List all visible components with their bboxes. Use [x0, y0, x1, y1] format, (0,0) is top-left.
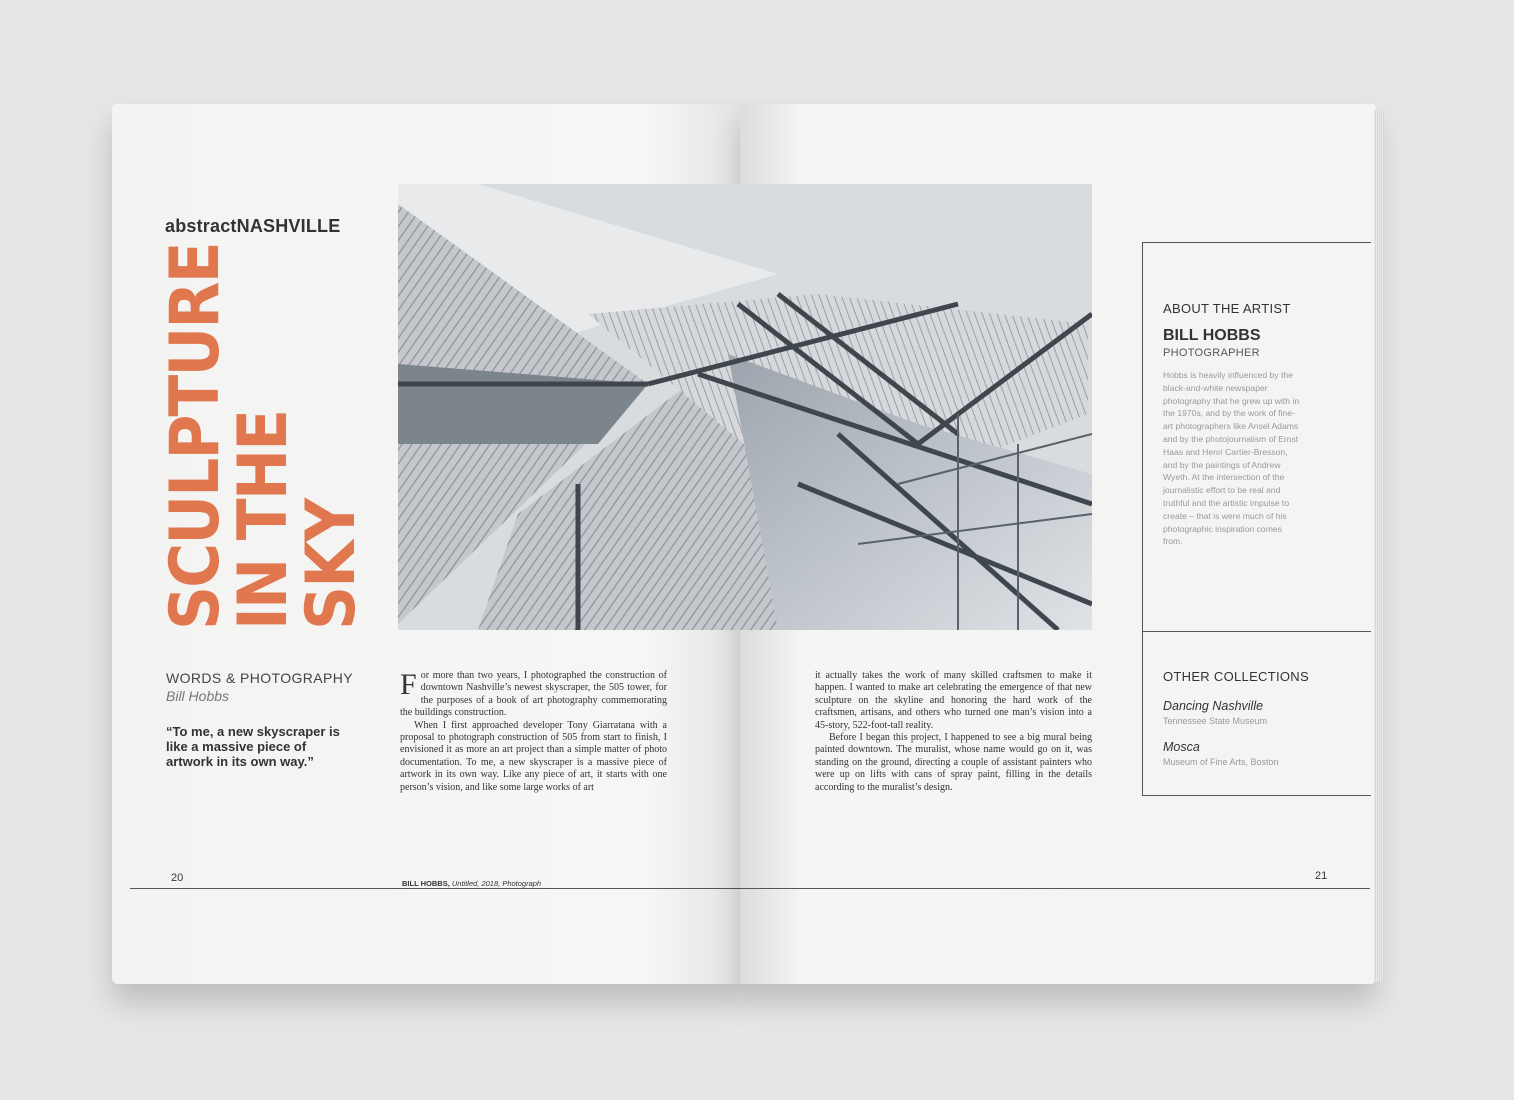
collection-title: Dancing Nashville: [1163, 699, 1264, 713]
about-artist-label: ABOUT THE ARTIST: [1163, 301, 1291, 316]
page-number-right: 21: [1315, 870, 1328, 882]
article-title: [156, 243, 371, 630]
body-paragraph: When I first approached developer Tony Giarratana with a proposal to photograph construction of 505 from start to finish, I envisioned it as more an art project than a simple matter of photo documentation. To me, a new skyscraper is a massive piece of artwork in its own way. Like any piece of art, it starts with one person’s vision, and like some large works of art: [400, 719, 667, 793]
body-column-2: [815, 670, 1092, 794]
collection-location: Museum of Fine Arts, Boston: [1163, 757, 1279, 767]
credit-label: WORDS & PHOTOGRAPHY: [166, 670, 354, 686]
magazine-brand: abstractNASHVILLE: [165, 216, 341, 236]
footer-rule-right: [740, 888, 1370, 889]
caption-name: BILL HOBBS,: [402, 879, 450, 888]
title-line-2: IN THE: [224, 410, 303, 630]
other-collections-label: OTHER COLLECTIONS: [1163, 669, 1309, 684]
photo-caption: [402, 879, 541, 888]
artist-role: PHOTOGRAPHER: [1163, 347, 1260, 359]
magazine-spread: [112, 104, 1390, 996]
body-column-1: [400, 670, 667, 794]
page-number-left: 20: [171, 872, 184, 884]
footer-rule-left: [130, 888, 740, 889]
architecture-photo: [398, 184, 1092, 630]
pull-quote: “To me, a new skyscraper is like a massive piece of artwork in its own way.”: [166, 724, 340, 769]
artist-sidebar: [1142, 242, 1371, 796]
artist-bio: Hobbs is heavily influenced by the black-and-white newspaper photography that he grew up with in the 1970s, and by the work of fine-art photographers like Ansel Adams and by the photojournalism of Ernst Haas and Henri Cartier-Bresson, and by the paintings of Andrew Wyeth. At the intersection of the journalistic effort to be real and truthful and the artistic impulse to create – that is were much of his photographic inspiration comes from.: [1163, 370, 1300, 547]
body-paragraph: Before I began this project, I happened to see a big mural being painted downtown. The muralist, whose name would go on it, was standing on the ground, directing a couple of assistant painters who were up on lifts with cans of spray paint, filling in the details according to the muralist’s design.: [815, 732, 1092, 793]
title-line-3: SKY: [292, 499, 371, 630]
drop-cap: F: [400, 668, 417, 701]
artist-name: BILL HOBBS: [1163, 327, 1261, 344]
collection-title: Mosca: [1163, 740, 1200, 754]
title-line-1: SCULPTURE: [156, 243, 235, 630]
body-paragraph: or more than two years, I photographed the construction of downtown Nashville’s newest skyscraper, the 505 tower, for the purposes of a book of art photography commemorating the buildings construction.: [400, 670, 667, 719]
page-edge: [1374, 110, 1384, 982]
caption-detail: Untitled, 2018, Photograph: [449, 879, 542, 888]
collection-location: Tennessee State Museum: [1163, 716, 1268, 726]
credit-author: Bill Hobbs: [166, 688, 230, 704]
sidebar-divider: [1143, 631, 1371, 632]
building-illustration: [398, 184, 1092, 630]
body-paragraph: it actually takes the work of many skilled craftsmen to make it happen. I wanted to make art celebrating the emergence of that new sculpture on the skyline and honoring the hard work of the craftsmen, artisans, and others who turned one man’s vision into a 45-story, 522-foot-tall reality.: [815, 670, 1092, 731]
